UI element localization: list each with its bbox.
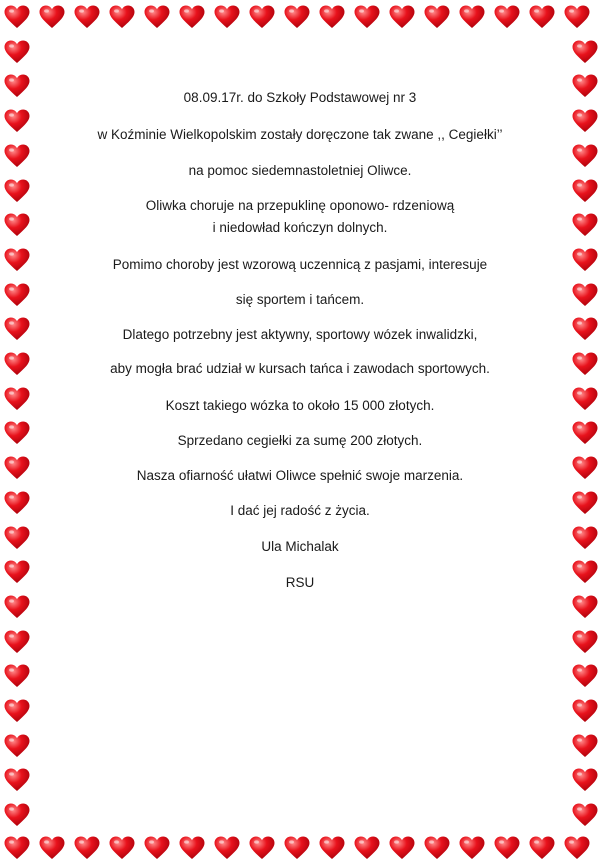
- heart-icon: [572, 144, 598, 168]
- heart-icon: [4, 5, 30, 29]
- letter-line-need-2: aby mogła brać udział w kursach tańca i zawodach sportowych.: [110, 361, 490, 376]
- heart-icon: [572, 734, 598, 758]
- heart-icon: [4, 179, 30, 203]
- heart-icon: [572, 595, 598, 619]
- heart-icon: [572, 421, 598, 445]
- heart-icon: [4, 699, 30, 723]
- heart-icon: [572, 456, 598, 480]
- letter-signature-org: RSU: [285, 575, 315, 590]
- heart-icon: [572, 699, 598, 723]
- heart-icon: [4, 248, 30, 272]
- letter-line-purpose: na pomoc siedemnastoletniej Oliwce.: [188, 163, 412, 178]
- heart-icon: [572, 560, 598, 584]
- heart-icon: [4, 595, 30, 619]
- heart-icon: [564, 836, 590, 860]
- heart-icon: [572, 387, 598, 411]
- heart-icon: [4, 491, 30, 515]
- heart-icon: [4, 526, 30, 550]
- heart-icon: [4, 213, 30, 237]
- heart-icon: [572, 179, 598, 203]
- heart-icon: [572, 768, 598, 792]
- letter-line-joy: I dać jej radość z życia.: [230, 503, 370, 518]
- letter-body: [60, 0, 540, 867]
- letter-line-need-1: Dlatego potrzebny jest aktywny, sportowy wózek inwalidzki,: [122, 327, 478, 342]
- heart-icon: [572, 526, 598, 550]
- letter-line-date: 08.09.17r. do Szkoły Podstawowej nr 3: [183, 90, 417, 105]
- heart-icon: [572, 213, 598, 237]
- heart-icon: [4, 803, 30, 827]
- letter-line-illness-2: i niedowład kończyn dolnych.: [212, 220, 388, 235]
- heart-icon: [4, 74, 30, 98]
- letter-line-sold: Sprzedano cegiełki za sumę 200 złotych.: [177, 433, 423, 448]
- heart-icon: [4, 664, 30, 688]
- letter-line-delivery: w Koźminie Wielkopolskim zostały doręczone tak zwane ,, Cegiełki’’: [97, 127, 503, 142]
- heart-icon: [572, 630, 598, 654]
- letter-line-pupil-2: się sportem i tańcem.: [235, 292, 365, 307]
- letter-line-pupil-1: Pomimo choroby jest wzorową uczennicą z pasjami, interesuje: [112, 257, 488, 272]
- heart-icon: [572, 40, 598, 64]
- heart-icon: [4, 768, 30, 792]
- letter-line-illness-1: Oliwka choruje na przepuklinę oponowo- rdzeniową: [145, 198, 455, 213]
- heart-icon: [572, 283, 598, 307]
- heart-icon: [4, 109, 30, 133]
- heart-icon: [4, 456, 30, 480]
- heart-icon: [572, 491, 598, 515]
- heart-icon: [4, 387, 30, 411]
- heart-icon: [4, 283, 30, 307]
- heart-icon: [572, 317, 598, 341]
- heart-icon: [572, 74, 598, 98]
- heart-icon: [4, 317, 30, 341]
- heart-icon: [4, 352, 30, 376]
- heart-icon: [572, 109, 598, 133]
- heart-icon: [564, 5, 590, 29]
- heart-icon: [4, 836, 30, 860]
- heart-icon: [4, 630, 30, 654]
- heart-icon: [572, 803, 598, 827]
- heart-icon: [4, 734, 30, 758]
- heart-icon: [572, 248, 598, 272]
- heart-icon: [572, 664, 598, 688]
- heart-icon: [572, 352, 598, 376]
- letter-line-generosity: Nasza ofiarność ułatwi Oliwce spełnić swoje marzenia.: [136, 468, 464, 483]
- heart-icon: [4, 40, 30, 64]
- heart-icon: [4, 560, 30, 584]
- letter-line-cost: Koszt takiego wózka to około 15 000 złotych.: [165, 398, 435, 413]
- letter-signature-name: Ula Michalak: [261, 539, 339, 554]
- heart-icon: [4, 144, 30, 168]
- heart-icon: [4, 421, 30, 445]
